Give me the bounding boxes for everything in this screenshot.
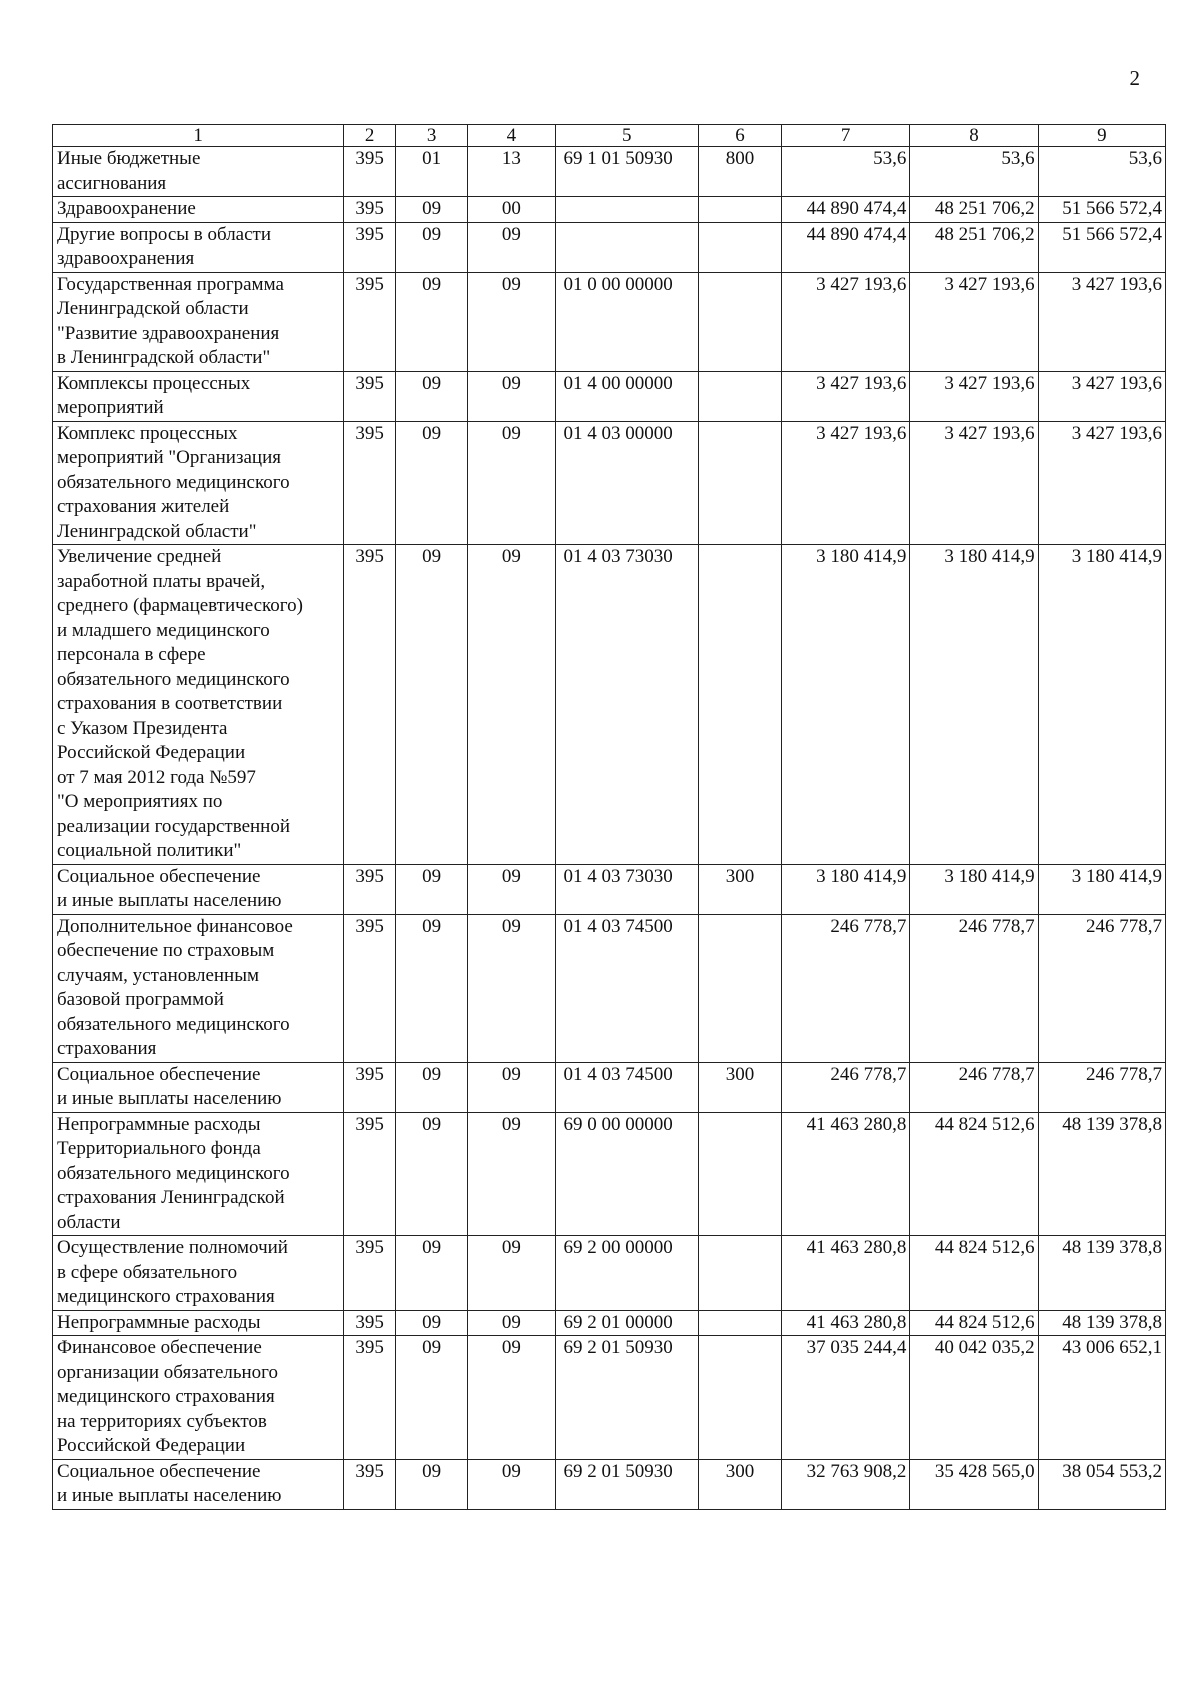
amount-year-1-cell: 37 035 244,4	[782, 1336, 910, 1460]
expense-name-cell: Комплексы процессных мероприятий	[53, 371, 344, 421]
column-header: 6	[698, 125, 781, 147]
column-header: 2	[344, 125, 396, 147]
expense-name-cell: Дополнительное финансовое обеспечение по страховым случаям, установленным базовой программой обязательного медицинского страхования	[53, 914, 344, 1062]
subsection-code-cell: 09	[468, 545, 555, 865]
section-code-cell: 09	[395, 545, 467, 865]
subsection-code-cell: 09	[468, 1310, 555, 1336]
admin-code-cell: 395	[344, 371, 396, 421]
amount-year-2-cell: 40 042 035,2	[910, 1336, 1038, 1460]
admin-code-cell: 395	[344, 545, 396, 865]
table-row	[53, 1112, 1166, 1236]
admin-code-cell: 395	[344, 421, 396, 545]
section-code-cell: 09	[395, 1062, 467, 1112]
section-code-cell: 09	[395, 421, 467, 545]
admin-code-cell: 395	[344, 1062, 396, 1112]
target-article-cell: 69 2 01 00000	[555, 1310, 698, 1336]
amount-year-1-cell: 53,6	[782, 147, 910, 197]
section-code-cell: 09	[395, 371, 467, 421]
amount-year-2-cell: 35 428 565,0	[910, 1459, 1038, 1509]
amount-year-2-cell: 44 824 512,6	[910, 1236, 1038, 1311]
expense-kind-cell: 800	[698, 147, 781, 197]
expense-kind-cell	[698, 222, 781, 272]
expense-kind-cell	[698, 545, 781, 865]
amount-year-3-cell: 48 139 378,8	[1038, 1236, 1165, 1311]
expense-name-cell: Увеличение средней заработной платы врачей, среднего (фармацевтического) и младшего медицинского персонала в сфере обязательного медицинского страхования в соответствии с Указом Президента Российской Федерации от 7 мая 2012 года №597 "О мероприятиях по реализации государственной социальной политики"	[53, 545, 344, 865]
amount-year-2-cell: 48 251 706,2	[910, 222, 1038, 272]
expense-name-cell: Финансовое обеспечение организации обязательного медицинского страхования на территориях субъектов Российской Федерации	[53, 1336, 344, 1460]
amount-year-2-cell: 44 824 512,6	[910, 1310, 1038, 1336]
amount-year-2-cell: 3 180 414,9	[910, 864, 1038, 914]
subsection-code-cell: 09	[468, 222, 555, 272]
table-row	[53, 421, 1166, 545]
section-code-cell: 09	[395, 1236, 467, 1311]
amount-year-2-cell: 48 251 706,2	[910, 197, 1038, 223]
amount-year-3-cell: 3 427 193,6	[1038, 421, 1165, 545]
amount-year-3-cell: 48 139 378,8	[1038, 1112, 1165, 1236]
amount-year-3-cell: 51 566 572,4	[1038, 222, 1165, 272]
column-header: 5	[555, 125, 698, 147]
amount-year-1-cell: 3 427 193,6	[782, 371, 910, 421]
table-row	[53, 1310, 1166, 1336]
target-article-cell: 01 4 03 00000	[555, 421, 698, 545]
admin-code-cell: 395	[344, 1459, 396, 1509]
amount-year-3-cell: 51 566 572,4	[1038, 197, 1165, 223]
admin-code-cell: 395	[344, 272, 396, 371]
expense-name-cell: Иные бюджетные ассигнования	[53, 147, 344, 197]
column-header: 9	[1038, 125, 1165, 147]
expense-kind-cell	[698, 1336, 781, 1460]
expense-name-cell: Социальное обеспечение и иные выплаты населению	[53, 1459, 344, 1509]
expense-name-cell: Социальное обеспечение и иные выплаты населению	[53, 1062, 344, 1112]
table-row	[53, 371, 1166, 421]
expense-name-cell: Другие вопросы в области здравоохранения	[53, 222, 344, 272]
expense-kind-cell	[698, 914, 781, 1062]
amount-year-2-cell: 246 778,7	[910, 914, 1038, 1062]
amount-year-2-cell: 44 824 512,6	[910, 1112, 1038, 1236]
amount-year-2-cell: 3 427 193,6	[910, 371, 1038, 421]
subsection-code-cell: 09	[468, 1112, 555, 1236]
amount-year-3-cell: 38 054 553,2	[1038, 1459, 1165, 1509]
subsection-code-cell: 09	[468, 1459, 555, 1509]
table-row	[53, 147, 1166, 197]
target-article-cell: 69 2 00 00000	[555, 1236, 698, 1311]
target-article-cell: 01 4 03 74500	[555, 1062, 698, 1112]
table-header-row	[53, 125, 1166, 147]
section-code-cell: 09	[395, 1310, 467, 1336]
admin-code-cell: 395	[344, 222, 396, 272]
subsection-code-cell: 09	[468, 1236, 555, 1311]
column-header: 3	[395, 125, 467, 147]
amount-year-1-cell: 3 180 414,9	[782, 545, 910, 865]
expense-kind-cell: 300	[698, 1459, 781, 1509]
admin-code-cell: 395	[344, 914, 396, 1062]
amount-year-3-cell: 3 427 193,6	[1038, 272, 1165, 371]
target-article-cell: 69 2 01 50930	[555, 1336, 698, 1460]
amount-year-3-cell: 53,6	[1038, 147, 1165, 197]
admin-code-cell: 395	[344, 197, 396, 223]
section-code-cell: 09	[395, 197, 467, 223]
expense-kind-cell	[698, 272, 781, 371]
expense-kind-cell	[698, 197, 781, 223]
amount-year-1-cell: 3 427 193,6	[782, 421, 910, 545]
target-article-cell: 01 4 03 73030	[555, 864, 698, 914]
subsection-code-cell: 09	[468, 421, 555, 545]
target-article-cell: 69 0 00 00000	[555, 1112, 698, 1236]
table-row	[53, 864, 1166, 914]
section-code-cell: 01	[395, 147, 467, 197]
expense-name-cell: Непрограммные расходы Территориального фонда обязательного медицинского страхования Ленинградской области	[53, 1112, 344, 1236]
subsection-code-cell: 09	[468, 1336, 555, 1460]
amount-year-1-cell: 32 763 908,2	[782, 1459, 910, 1509]
section-code-cell: 09	[395, 864, 467, 914]
expense-kind-cell	[698, 1310, 781, 1336]
column-header: 7	[782, 125, 910, 147]
admin-code-cell: 395	[344, 147, 396, 197]
subsection-code-cell: 09	[468, 1062, 555, 1112]
subsection-code-cell: 09	[468, 914, 555, 1062]
amount-year-2-cell: 246 778,7	[910, 1062, 1038, 1112]
expense-name-cell: Комплекс процессных мероприятий "Организация обязательного медицинского страхования жителей Ленинградской области"	[53, 421, 344, 545]
expense-name-cell: Здравоохранение	[53, 197, 344, 223]
expense-name-cell: Непрограммные расходы	[53, 1310, 344, 1336]
amount-year-2-cell: 3 427 193,6	[910, 421, 1038, 545]
subsection-code-cell: 13	[468, 147, 555, 197]
table-row	[53, 272, 1166, 371]
section-code-cell: 09	[395, 1459, 467, 1509]
column-header: 1	[53, 125, 344, 147]
subsection-code-cell: 09	[468, 864, 555, 914]
expense-name-cell: Государственная программа Ленинградской области "Развитие здравоохранения в Ленинградской области"	[53, 272, 344, 371]
table-row	[53, 1459, 1166, 1509]
amount-year-2-cell: 53,6	[910, 147, 1038, 197]
amount-year-1-cell: 41 463 280,8	[782, 1310, 910, 1336]
admin-code-cell: 395	[344, 1310, 396, 1336]
amount-year-3-cell: 246 778,7	[1038, 1062, 1165, 1112]
subsection-code-cell: 09	[468, 371, 555, 421]
amount-year-3-cell: 246 778,7	[1038, 914, 1165, 1062]
target-article-cell: 01 0 00 00000	[555, 272, 698, 371]
amount-year-1-cell: 44 890 474,4	[782, 222, 910, 272]
target-article-cell: 69 1 01 50930	[555, 147, 698, 197]
section-code-cell: 09	[395, 272, 467, 371]
amount-year-1-cell: 41 463 280,8	[782, 1112, 910, 1236]
target-article-cell: 01 4 00 00000	[555, 371, 698, 421]
admin-code-cell: 395	[344, 1112, 396, 1236]
table-row	[53, 1062, 1166, 1112]
section-code-cell: 09	[395, 914, 467, 1062]
target-article-cell	[555, 222, 698, 272]
target-article-cell: 69 2 01 50930	[555, 1459, 698, 1509]
section-code-cell: 09	[395, 222, 467, 272]
amount-year-1-cell: 3 427 193,6	[782, 272, 910, 371]
amount-year-3-cell: 3 180 414,9	[1038, 545, 1165, 865]
amount-year-1-cell: 3 180 414,9	[782, 864, 910, 914]
target-article-cell: 01 4 03 73030	[555, 545, 698, 865]
page-number: 2	[1129, 66, 1140, 90]
admin-code-cell: 395	[344, 864, 396, 914]
amount-year-2-cell: 3 427 193,6	[910, 272, 1038, 371]
column-header: 8	[910, 125, 1038, 147]
section-code-cell: 09	[395, 1336, 467, 1460]
table-row	[53, 914, 1166, 1062]
amount-year-3-cell: 3 180 414,9	[1038, 864, 1165, 914]
table-row	[53, 545, 1166, 865]
budget-table	[52, 124, 1166, 1510]
amount-year-1-cell: 246 778,7	[782, 914, 910, 1062]
amount-year-3-cell: 43 006 652,1	[1038, 1336, 1165, 1460]
amount-year-3-cell: 3 427 193,6	[1038, 371, 1165, 421]
expense-kind-cell	[698, 371, 781, 421]
target-article-cell: 01 4 03 74500	[555, 914, 698, 1062]
admin-code-cell: 395	[344, 1236, 396, 1311]
subsection-code-cell: 00	[468, 197, 555, 223]
table-row	[53, 222, 1166, 272]
expense-name-cell: Социальное обеспечение и иные выплаты населению	[53, 864, 344, 914]
section-code-cell: 09	[395, 1112, 467, 1236]
target-article-cell	[555, 197, 698, 223]
admin-code-cell: 395	[344, 1336, 396, 1460]
table-row	[53, 1236, 1166, 1311]
amount-year-3-cell: 48 139 378,8	[1038, 1310, 1165, 1336]
amount-year-1-cell: 246 778,7	[782, 1062, 910, 1112]
expense-kind-cell	[698, 1236, 781, 1311]
amount-year-1-cell: 44 890 474,4	[782, 197, 910, 223]
expense-kind-cell	[698, 421, 781, 545]
amount-year-2-cell: 3 180 414,9	[910, 545, 1038, 865]
expense-kind-cell: 300	[698, 864, 781, 914]
table-row	[53, 1336, 1166, 1460]
amount-year-1-cell: 41 463 280,8	[782, 1236, 910, 1311]
expense-kind-cell: 300	[698, 1062, 781, 1112]
column-header: 4	[468, 125, 555, 147]
subsection-code-cell: 09	[468, 272, 555, 371]
expense-kind-cell	[698, 1112, 781, 1236]
expense-name-cell: Осуществление полномочий в сфере обязательного медицинского страхования	[53, 1236, 344, 1311]
table-row	[53, 197, 1166, 223]
